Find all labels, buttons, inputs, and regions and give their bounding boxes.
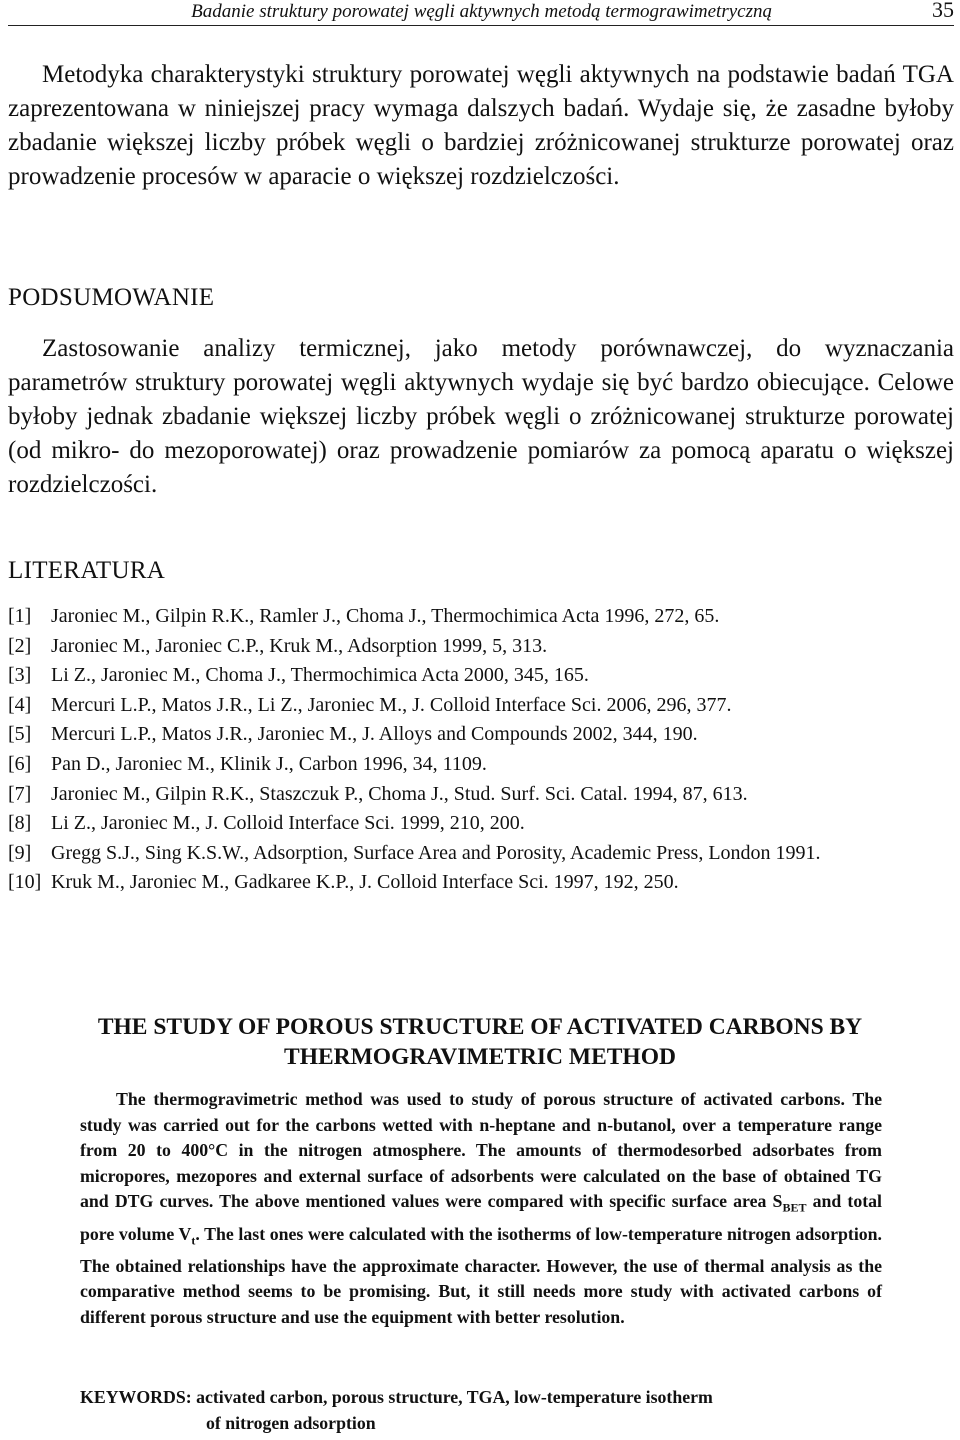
reference-item	[8, 602, 958, 632]
reference-text: Kruk M., Jaroniec M., Gadkaree K.P., J. Colloid Interface Sci. 1997, 192, 250.	[51, 871, 679, 894]
reference-text: Li Z., Jaroniec M., Choma J., Thermochimica Acta 2000, 345, 165.	[51, 664, 589, 687]
reference-number: [10]	[8, 871, 42, 894]
reference-text: Pan D., Jaroniec M., Klinik J., Carbon 1996, 34, 1109.	[51, 752, 487, 775]
reference-list	[8, 602, 958, 898]
sbet-subscript: BET	[782, 1200, 807, 1215]
reference-number: [2]	[8, 634, 32, 657]
reference-text: Jaroniec M., Gilpin R.K., Staszczuk P., Choma J., Stud. Surf. Sci. Catal. 1994, 87, 613.	[51, 782, 748, 805]
reference-number: [7]	[8, 782, 32, 805]
reference-text: Jaroniec M., Gilpin R.K., Ramler J., Choma J., Thermochimica Acta 1996, 272, 65.	[51, 605, 720, 627]
reference-text: Gregg S.J., Sing K.S.W., Adsorption, Surface Area and Porosity, Academic Press, London 1991.	[51, 841, 821, 864]
reference-item	[8, 720, 958, 750]
reference-item	[8, 632, 958, 662]
intro-paragraph	[8, 58, 954, 194]
literature-heading: LITERATURA	[8, 557, 166, 584]
reference-item	[8, 868, 958, 898]
summary-paragraph	[8, 332, 954, 502]
english-title-line-2: THERMOGRAVIMETRIC METHOD	[284, 1044, 676, 1070]
reference-text: Mercuri L.P., Matos J.R., Jaroniec M., J. Alloys and Compounds 2002, 344, 190.	[51, 723, 698, 746]
running-title: Badanie struktury porowatej węgli aktywnych metodą termograwimetryczną	[191, 1, 772, 22]
reference-number: [9]	[8, 841, 32, 864]
abstract-part-2: and total pore volume V	[80, 1191, 882, 1244]
reference-text: Li Z., Jaroniec M., J. Colloid Interface Sci. 1999, 210, 200.	[51, 812, 525, 835]
reference-item	[8, 750, 958, 780]
reference-item	[8, 661, 958, 691]
reference-number: [6]	[8, 752, 32, 775]
reference-item	[8, 809, 958, 839]
keywords	[80, 1385, 910, 1436]
intro-paragraph-text: Metodyka charakterystyki struktury porowatej węgli aktywnych na podstawie badań TGA zaprezentowana w niniejszej pracy wymaga dalszych badań. Wydaje się, że zasadne byłoby zbadanie większej liczby próbek węgli o bardziej zróżnicowanej strukturze porowatej oraz prowadzenie procesów w aparacie o większej rozdzielczości.	[8, 61, 954, 190]
reference-item	[8, 780, 958, 810]
keywords-label: KEYWORDS:	[80, 1387, 192, 1407]
page-number: 35	[932, 0, 954, 22]
abstract-part-1: The thermogravimetric method was used to study of porous structure of activated carbons. The study was carried out for the carbons wetted with n-heptane and n-butanol, over a temperature range from 20 to 400°C in the nitrogen atmosphere. The amounts of thermodesorbed adsorbates from micropores, mezopores and external surface of adsorbents were calculated on the base of obtained TG and DTG curves. The above mentioned values were compared with specific surface area S	[80, 1089, 882, 1212]
keywords-line-1: activated carbon, porous structure, TGA, low-temperature isotherm	[196, 1387, 713, 1407]
english-title	[0, 1012, 960, 1072]
reference-text: Jaroniec M., Jaroniec C.P., Kruk M., Adsorption 1999, 5, 313.	[51, 634, 548, 657]
abstract-part-3: . The last ones were calculated with the isotherms of low-temperature nitrogen adsorption. The obtained relationships have the approximate character. However, the use of thermal analysis as the comparative method seems to be promising. But, it still needs more study with activated carbons of different porous structure and use the equipment with better resolution.	[80, 1223, 882, 1327]
summary-paragraph-text: Zastosowanie analizy termicznej, jako metody porównawczej, do wyznaczania parametrów struktury porowatej węgli aktywnych wydaje się być bardzo obiecujące. Celowe byłoby jednak zbadanie większej liczby próbek węgli o zróżnicowanej strukturze porowatej (od mikro- do mezoporowatej) oraz prowadzenie pomiarów za pomocą aparatu o większej rozdzielczości.	[8, 335, 954, 498]
reference-text: Mercuri L.P., Matos J.R., Li Z., Jaroniec M., J. Colloid Interface Sci. 2006, 296, 377.	[51, 693, 732, 716]
english-abstract	[80, 1087, 882, 1330]
reference-number: [8]	[8, 812, 32, 835]
reference-number: [4]	[8, 693, 32, 716]
vt-subscript: t	[191, 1233, 196, 1248]
reference-number: [1]	[8, 605, 32, 627]
keywords-line-2: of nitrogen adsorption	[206, 1412, 376, 1433]
english-title-line-1: THE STUDY OF POROUS STRUCTURE OF ACTIVATED CARBONS BY	[97, 1014, 863, 1040]
reference-number: [3]	[8, 664, 32, 687]
reference-item	[8, 839, 958, 869]
running-header	[8, 0, 954, 26]
reference-number: [5]	[8, 723, 32, 746]
reference-item	[8, 691, 958, 721]
summary-heading: PODSUMOWANIE	[8, 284, 215, 311]
